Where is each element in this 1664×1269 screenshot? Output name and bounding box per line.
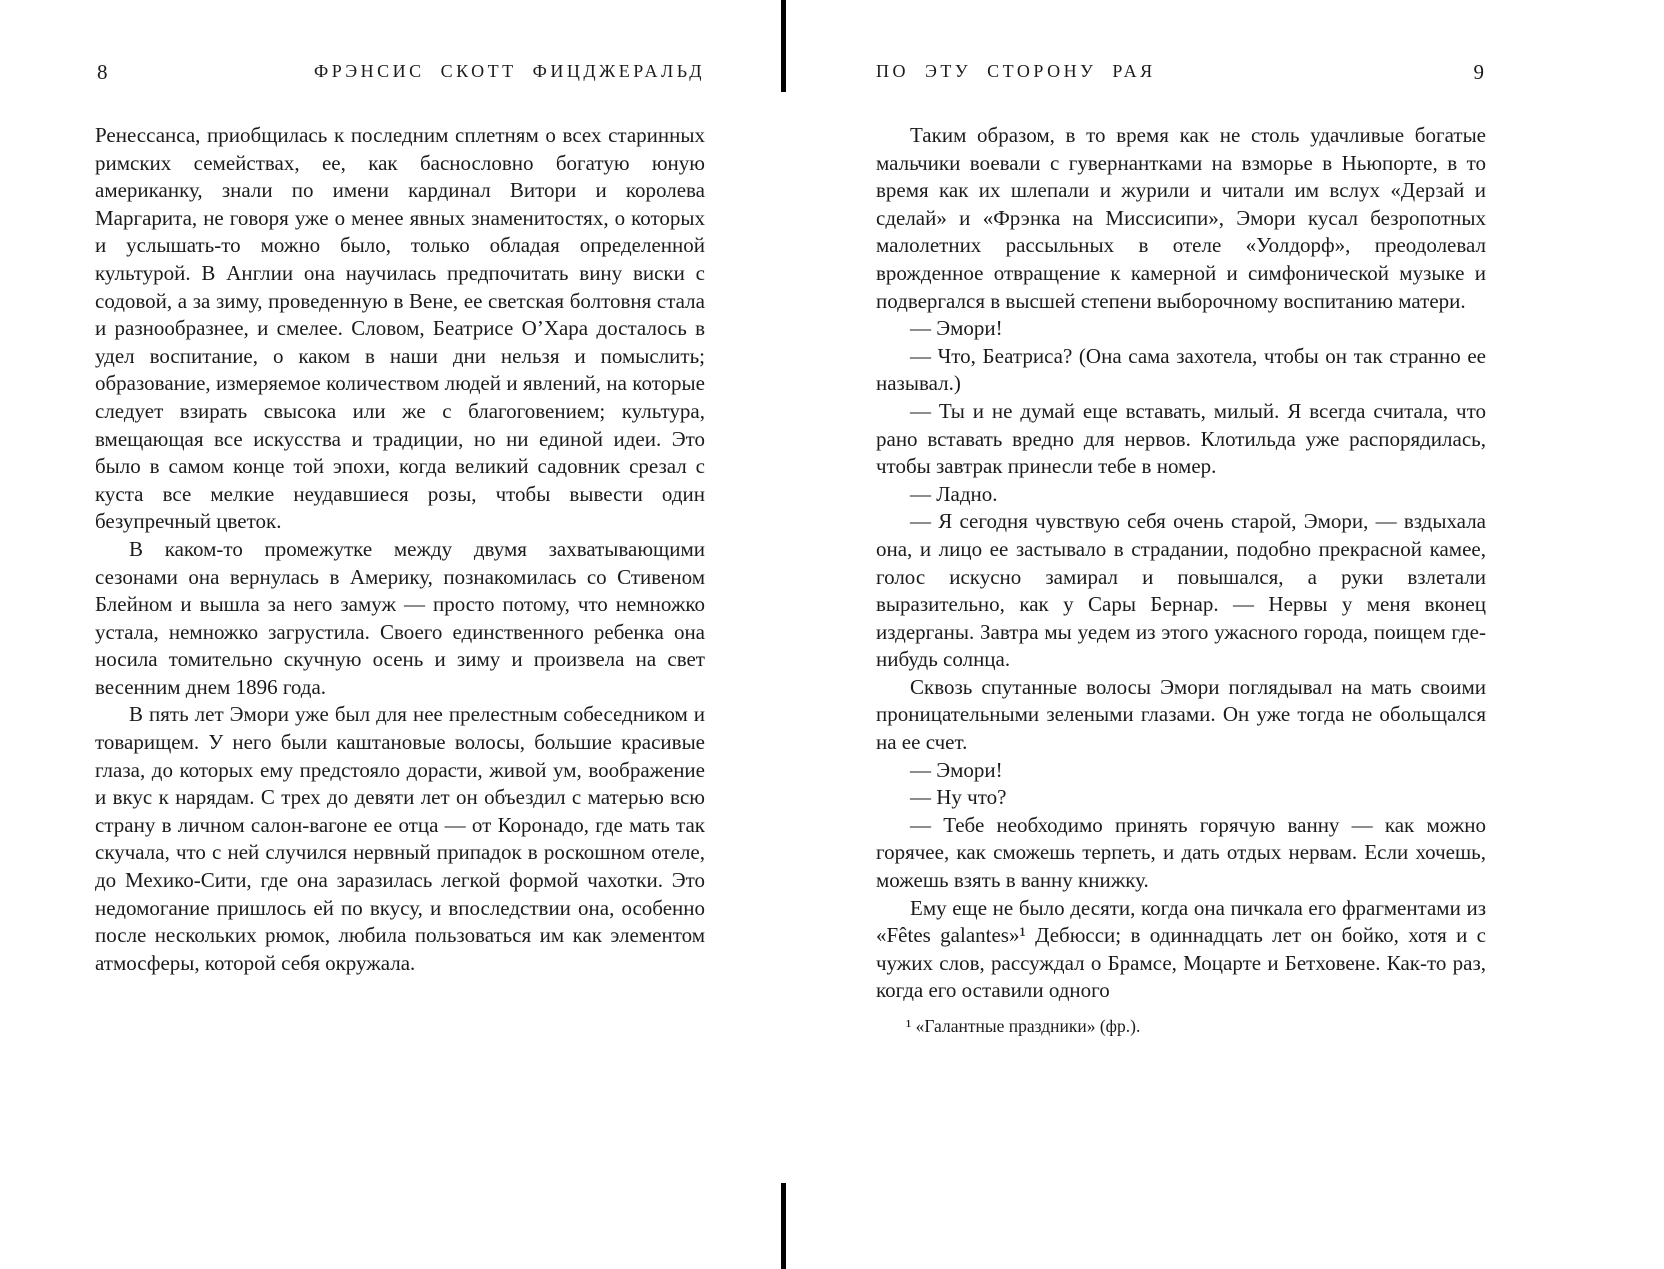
paragraph: Таким образом, в то время как не столь удачливые богатые мальчики воевали с гувернантками на взморье в Ньюпорте, в то время как их шлепали и журили и читали им вслух «Дерзай и сделай» и «Фрэнка на Миссисипи», Эмори кусал безропотных малолетних рассыльных в отеле «Уолдорф», преодолевал врожденное отвращение к камерной и симфонической музыке и подвергался в высшей степени выборочному воспитанию матери. [876,123,1486,313]
paragraph: Ренессанса, приобщилась к последним сплетням о всех старинных римских семействах, ее, как баснословно богатую юную американку, знали по имени кардинал Витори и королева Маргарита, не говоря уже о менее явных знаменитостях, о которых и услышать-то можно было, только обладая определенной культурой. В Англии она научилась предпочитать вину виски с содовой, а за зиму, проведенную в Вене, ее светская болтовня стала и разнообразнее, и смелее. Словом, Беатрисе О’Хара досталось в удел воспитание, о каком в наши дни нельзя и помыслить; образование, измеряемое количеством людей и явлений, на которые следует взирать свысока или же с благоговением; культура, вмещающая все искусства и традиции, но ни единой идеи. Это было в самом конце той эпохи, когда великий садовник срезал с куста все мелкие неудавшиеся розы, чтобы вывести один безупречный цветок. [95,123,705,534]
page-number: 9 [1473,60,1484,84]
running-title: ПО ЭТУ СТОРОНУ РАЯ [876,61,1156,81]
paragraph: Сквозь спутанные волосы Эмори поглядывал на мать своими проницательными зелеными глазами. Он уже тогда не обольщался на ее счет. [876,674,1486,755]
paragraph: — Эмори! [910,757,1003,782]
paragraph: — Ну что? [910,785,1007,810]
paragraph: — Ты и не думай еще вставать, милый. Я всегда считала, что рано вставать вредно для нервов. Клотильда уже распорядилась, чтобы завтрак принесли тебе в номер. [876,398,1486,479]
paragraph: — Что, Беатриса? (Она сама захотела, чтобы он так странно ее называл.) [876,343,1486,396]
page-body-left [95,122,705,977]
page-header-right [876,58,1486,86]
page-body-right [876,122,1486,1005]
paragraph: — Я сегодня чувствую себя очень старой, Эмори, — вздыхала она, и лицо ее застывало в страдании, подобно прекрасной камее, голос искусно замирал и повышался, а руки взлетали выразительно, как у Сары Бернар. — Нервы у меня вконец издерганы. Завтра мы уедем из этого ужасного города, поищем где-нибудь солнца. [876,509,1486,672]
page-right [876,58,1486,1038]
spine-line-bottom [781,1183,786,1269]
paragraph: В каком-то промежутке между двумя захватывающими сезонами она вернулась в Америку, познакомилась со Стивеном Блейном и вышла за него замуж — просто потому, что немножко устала, немножко загрустила. Своего единственного ребенка она носила томительно скучную осень и зиму и произвела на свет весенним днем 1896 года. [95,536,705,699]
paragraph: Ему еще не было десяти, когда она пичкала его фрагментами из «Fêtes galantes»¹ Дебюсси; в одиннадцать лет он бойко, хотя и с чужих слов, рассуждал о Брамсе, Моцарте и Бетховене. Как-то раз, когда его оставили одного [876,895,1486,1003]
spine-line-top [781,0,786,92]
paragraph: — Тебе необходимо принять горячую ванну — как можно горячее, как сможешь терпеть, и дать отдых нервам. Если хочешь, можешь взять в ванну книжку. [876,812,1486,893]
page-left [95,58,705,977]
paragraph: — Эмори! [910,316,1003,341]
paragraph: — Ладно. [910,481,998,506]
footnote: ¹ «Галантные праздники» (фр.). [906,1016,1141,1036]
paragraph: В пять лет Эмори уже был для нее прелестным собеседником и товарищем. У него были каштановые волосы, большие красивые глаза, до которых ему предстояло дорасти, живой ум, воображение и вкус к нарядам. С трех до девяти лет он объездил с матерью всю страну в личном салон-вагоне ее отца — от Коронадо, где мать так скучала, что с ней случился нервный припадок в роскошном отеле, до Мехико-Сити, где она заразилась легкой формой чахотки. Это недомогание пришлось ей по вкусу, и впоследствии она, особенно после нескольких рюмок, любила пользоваться им как элементом атмосферы, которой себя окружала. [95,702,705,975]
page-number: 8 [97,60,108,84]
running-title: ФРЭНСИС СКОТТ ФИЦДЖЕРАЛЬД [313,61,705,81]
page-header-left [95,58,705,86]
